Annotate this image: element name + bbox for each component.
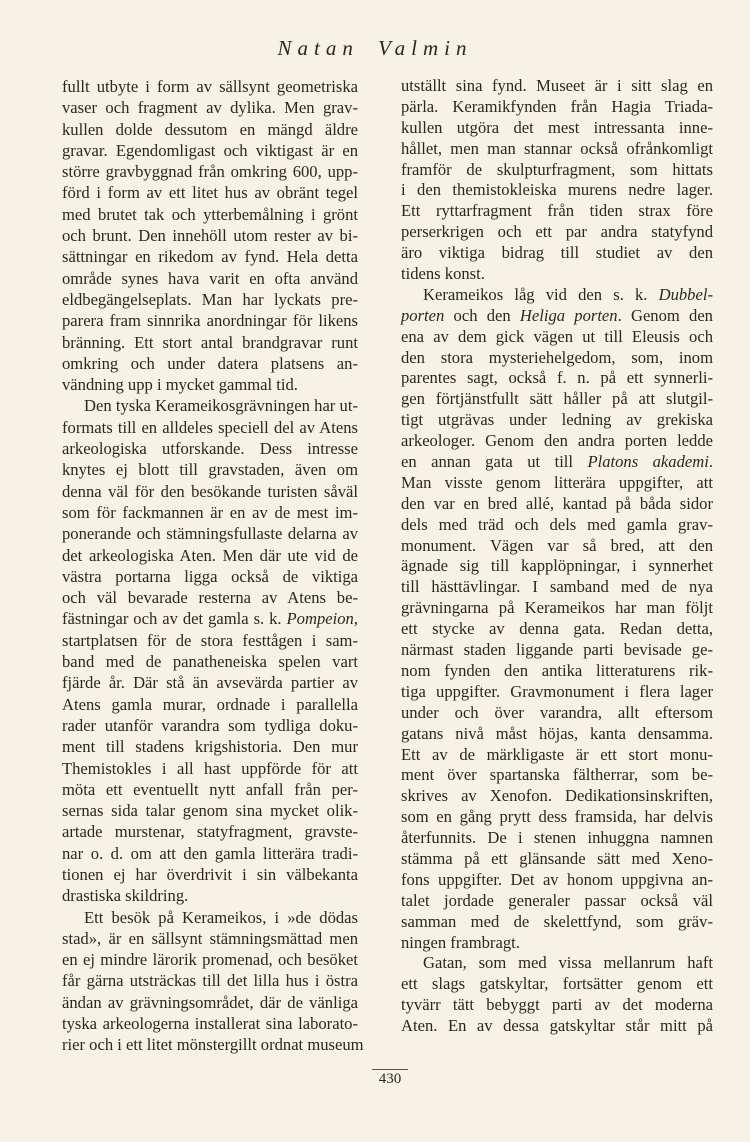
- text-line: till hästtävlingar. I samband med de nya: [401, 577, 713, 597]
- text-line: som för fackmannen är en av de mest im-: [62, 502, 358, 522]
- text-line: startplatsen för de stora festtågen i sam-: [62, 630, 358, 650]
- text-line: fjärde år. Där stå än avsevärda partier av: [62, 673, 358, 693]
- text-line: får gärna utsträckas till det lilla hus i östra: [62, 971, 358, 991]
- text-line: dels med träd och dels med gamla grav-: [401, 514, 713, 534]
- text-line: framför de skulpturfragment, som hittats: [401, 159, 713, 179]
- text-line: nom fynden den antika litteraturens rik-: [401, 660, 713, 680]
- right-column: [401, 76, 713, 1037]
- text-segment: Kerameikos låg vid den s. k.: [423, 284, 659, 304]
- page-number-rule: [372, 1069, 408, 1070]
- text-line: under och över varandra, allt eftersom: [401, 702, 713, 722]
- text-line: parentes sagt, också f. n. på ett synnerli-: [401, 368, 713, 388]
- text-line: i den themistokleiska murens nedre lager.: [401, 180, 713, 200]
- text-line: grävningarna på Kerameikos har man följt: [401, 598, 713, 618]
- text-line: och väl bevarade resterna av Atens be-: [62, 588, 358, 608]
- text-segment: . Genom den: [617, 305, 713, 325]
- text-line: som en gång prytt dess framsida, har delvis: [401, 807, 713, 827]
- italic-term: Pompeion: [286, 609, 354, 629]
- text-segment: och den: [444, 305, 520, 325]
- text-line: förd i form av ett litet hus av obränt tegel: [62, 183, 358, 203]
- text-line: rader utanför varandra som tydliga doku-: [62, 715, 358, 735]
- italic-term: Heliga porten: [519, 305, 618, 325]
- text-segment: fästningar och av det gamla s. k.: [62, 609, 287, 629]
- text-line: sättningar en rikedom av fynd. Hela detta: [62, 247, 358, 267]
- text-line: västra portarna ligga också de viktiga: [62, 566, 358, 586]
- text-line: fons uppgifter. Det av honom uppgivna an-: [401, 869, 713, 889]
- text-line: gatans nivå måst höjas, kanta densamma.: [401, 723, 713, 743]
- text-line: den var en bred allé, kantad på båda sidor: [401, 493, 713, 513]
- text-line: eldbegängelseplats. Man har lyckats pre-: [62, 289, 358, 309]
- italic-term: Platons akademi: [587, 452, 709, 472]
- text-line: bränning. Ett stort antal brandgravar runt: [62, 332, 358, 352]
- text-line: vaser och fragment av dylika. Men grav-: [62, 98, 358, 118]
- text-line: omkring och under datera platsens an-: [62, 353, 358, 373]
- text-line: talet jordade generaler passar också väl: [401, 890, 713, 910]
- text-segment: en annan gata ut till: [401, 452, 588, 472]
- text-line: ett slags gatskyltar, fortsätter genom ett: [401, 974, 713, 994]
- text-line: tyska arkeologerna installerat sina laborato-: [62, 1014, 358, 1034]
- text-line: skrives av Xenofon. Dedikationsinskriften,: [401, 786, 713, 806]
- text-line: fullt utbyte i form av sällsynt geometriska: [62, 77, 358, 96]
- text-line: ment till stadens krigshistoria. Den mur: [62, 737, 358, 757]
- text-line: gravar. Egendomligast och viktigast är en: [62, 140, 358, 160]
- text-line: Aten. En av dessa gatskyltar står mitt på: [401, 1016, 713, 1036]
- text-line: ponerande och stämningsfullaste delarna av: [62, 524, 358, 544]
- text-line: Ett av de märkligaste är ett stort monu-: [401, 744, 713, 764]
- text-line: med brutet tak och ytterbemålning i grönt: [62, 204, 358, 224]
- italic-term: porten: [401, 305, 445, 325]
- text-line: [401, 452, 713, 473]
- text-line: arkeologiska utforskande. Dess intresse: [62, 439, 358, 459]
- text-line: denna väl för den besökande turisten såväl: [62, 481, 358, 501]
- text-line: och brunt. Den innehöll utom rester av bi-: [62, 226, 358, 246]
- text-line: [401, 306, 713, 327]
- text-line: tiga uppgifter. Gravmonument i flera lager: [401, 681, 713, 701]
- text-line: sernas sida talar genom sina mycket olik-: [62, 801, 358, 821]
- text-line: monument. Vägen var så bred, att den: [401, 535, 713, 555]
- text-line: närmast staden liggande parti bevisade ge-: [401, 640, 713, 660]
- text-line: återfunnits. De i stenen inhuggna namnen: [401, 828, 713, 848]
- text-line: Gatan, som med vissa mellanrum haft: [423, 953, 713, 973]
- text-line: parera fram sinnrika anordningar för likens: [62, 311, 358, 331]
- text-line: stad», är en sällsynt stämningsmättad men: [62, 928, 358, 948]
- text-line: Themistokles i all hast uppförde för att: [62, 758, 358, 778]
- text-line: tidens konst.: [401, 264, 485, 284]
- text-line: utställt sina fynd. Museet är i sitt slag en: [401, 76, 713, 95]
- text-line: tyvärr tätt bebyggt parti av det moderna: [401, 995, 713, 1015]
- text-segment: .: [708, 452, 714, 472]
- text-line: knytes ej blott till gravstaden, även om: [62, 460, 358, 480]
- text-line: det arkeologiska Aten. Men där ute vid de: [62, 545, 358, 565]
- text-line: möta ett eventuellt nytt anfall från per-: [62, 779, 358, 799]
- text-line: hållet, men man stannar också ofrånkomligt: [401, 138, 713, 158]
- text-line: ägnade sig till kapplöpningar, i synnerhet: [401, 556, 713, 576]
- left-column: [62, 76, 364, 1056]
- text-line: ment över spartanska fältherrar, som be-: [401, 765, 713, 785]
- text-line: Ett besök på Kerameikos, i »de dödas: [84, 907, 358, 927]
- text-line: större gravbyggnad från omkring 600, upp-: [62, 162, 358, 182]
- text-line: artade murstenar, statyfragment, gravste-: [62, 822, 358, 842]
- page-number: 430: [378, 1071, 402, 1087]
- italic-term: Dubbel-: [658, 284, 713, 304]
- text-line: Atens gamla murar, ordnade i parallella: [62, 694, 358, 714]
- text-segment: ,: [353, 609, 358, 629]
- text-line: Ett ryttarfragment från tiden strax före: [401, 201, 713, 221]
- text-line: [62, 608, 358, 629]
- text-line: ena av dem gick vägen ut till Eleusis och: [401, 326, 713, 346]
- text-line: Man visste genom litterära uppgifter, att: [401, 472, 713, 492]
- text-line: kullen dolde dessutom en mängd äldre: [62, 119, 358, 139]
- text-line: ett stycke av denna gata. Redan detta,: [401, 619, 713, 639]
- text-line: formats till en alldeles speciell del av Atens: [62, 417, 358, 437]
- text-line: nar o. d. om att den gamla litterära tradi-: [62, 843, 358, 863]
- text-line: arkeologer. Genom den andra porten ledde: [401, 431, 713, 451]
- text-line: ningen frambragt.: [401, 932, 520, 952]
- text-line: Den tyska Kerameikosgrävningen har ut-: [84, 396, 358, 416]
- text-line: stämma på ett glänsande sätt med Xeno-: [401, 848, 713, 868]
- text-line: pärla. Keramikfynden från Hagia Triada-: [401, 96, 713, 116]
- text-line: den stora mysteriehelgedom, som, inom: [401, 347, 713, 367]
- text-line: rier och i ett litet mönstergillt ordnat museum: [62, 1035, 364, 1055]
- text-line: kullen utgöra det mest intressanta inne-: [401, 117, 713, 137]
- text-line: område synes hava varit en ofta använd: [62, 268, 358, 288]
- text-line: ändan av grävningsområdet, där de vänliga: [62, 992, 358, 1012]
- text-line: gen förtjänstfullt sätt håller på att slutgil-: [401, 389, 713, 409]
- text-line: vändning upp i mycket gammal tid.: [62, 375, 298, 395]
- text-line: äro viktiga bidrag till studiet av den: [401, 243, 713, 263]
- text-line: band med de panatheneiska spelen vart: [62, 652, 358, 672]
- text-line: [401, 285, 713, 306]
- running-header: Natan Valmin: [277, 36, 473, 60]
- text-line: perserkrigen och ett par andra statyfynd: [401, 222, 713, 242]
- text-line: en ej mindre lärorik promenad, och besöket: [62, 950, 358, 970]
- text-line: tigt utgrävas under ledning av grekiska: [401, 410, 713, 430]
- text-line: samman med de skelettfynd, som gräv-: [401, 911, 713, 931]
- text-line: drastiska skildring.: [62, 886, 189, 906]
- text-line: tionen ej har överdrivit i sin välbekanta: [62, 864, 358, 884]
